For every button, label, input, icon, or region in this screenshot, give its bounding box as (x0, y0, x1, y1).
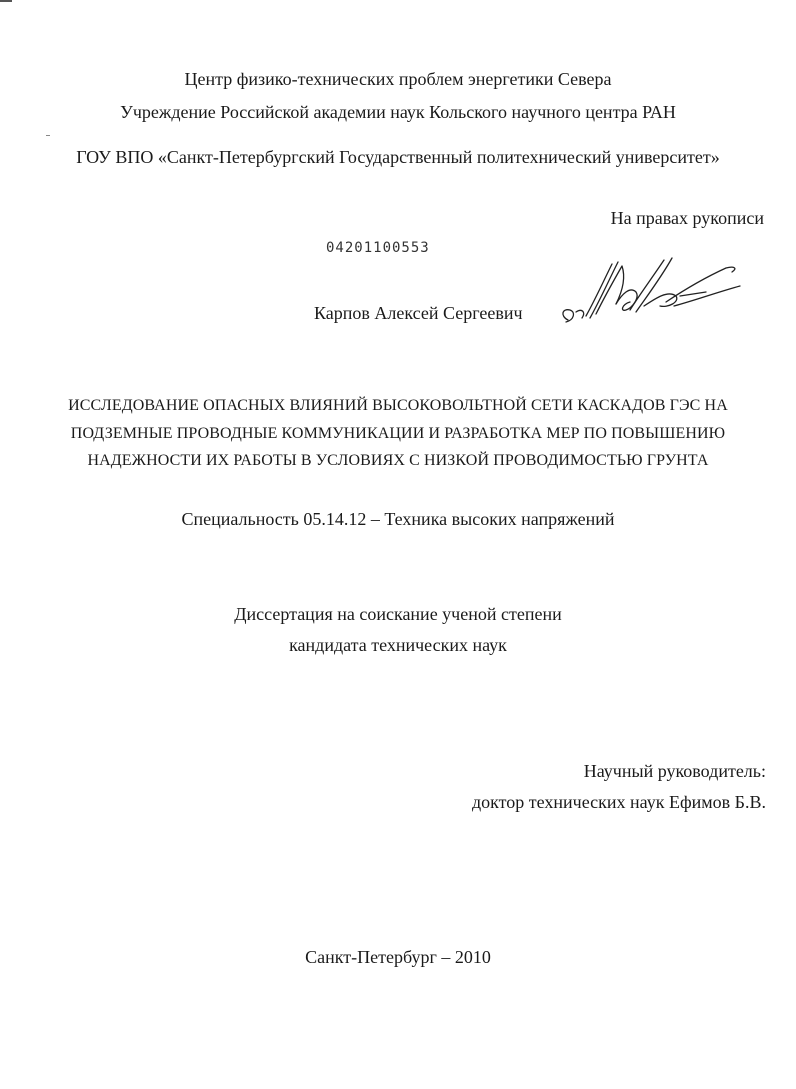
thesis-title-line-3: НАДЕЖНОСТИ ИХ РАБОТЫ В УСЛОВИЯХ С НИЗКОЙ ПРОВОДИМОСТЬЮ ГРУНТА (87, 452, 709, 469)
scan-artifact (46, 135, 50, 136)
institution-line-2: Учреждение Российской академии наук Кольского научного центра РАН (120, 102, 676, 122)
thesis-title-line-1: ИССЛЕДОВАНИЕ ОПАСНЫХ ВЛИЯНИЙ ВЫСОКОВОЛЬТНОЙ СЕТИ КАСКАДОВ ГЭС НА (68, 397, 728, 414)
rights-note: На правах рукописи (610, 208, 764, 228)
thesis-title-line-2: ПОДЗЕМНЫЕ ПРОВОДНЫЕ КОММУНИКАЦИИ И РАЗРАБОТКА МЕР ПО ПОВЫШЕНИЮ (70, 425, 726, 442)
signature-image (556, 250, 746, 340)
scan-artifact (0, 0, 12, 2)
registration-stamp-number: 04201100553 (326, 240, 430, 256)
place-year: Санкт-Петербург – 2010 (305, 947, 491, 967)
specialty: Специальность 05.14.12 – Техника высоких напряжений (181, 509, 615, 529)
degree-line-2: кандидата технических наук (289, 635, 507, 655)
supervisor-label: Научный руководитель: (583, 761, 766, 781)
degree-line-1: Диссертация на соискание ученой степени (234, 604, 562, 624)
institution-line-1: Центр физико-технических проблем энергетики Севера (184, 69, 612, 89)
institution-line-3: ГОУ ВПО «Санкт-Петербургский Государственный политехнический университет» (76, 147, 720, 167)
supervisor-name: доктор технических наук Ефимов Б.В. (471, 792, 766, 812)
author-name: Карпов Алексей Сергеевич (314, 303, 523, 323)
